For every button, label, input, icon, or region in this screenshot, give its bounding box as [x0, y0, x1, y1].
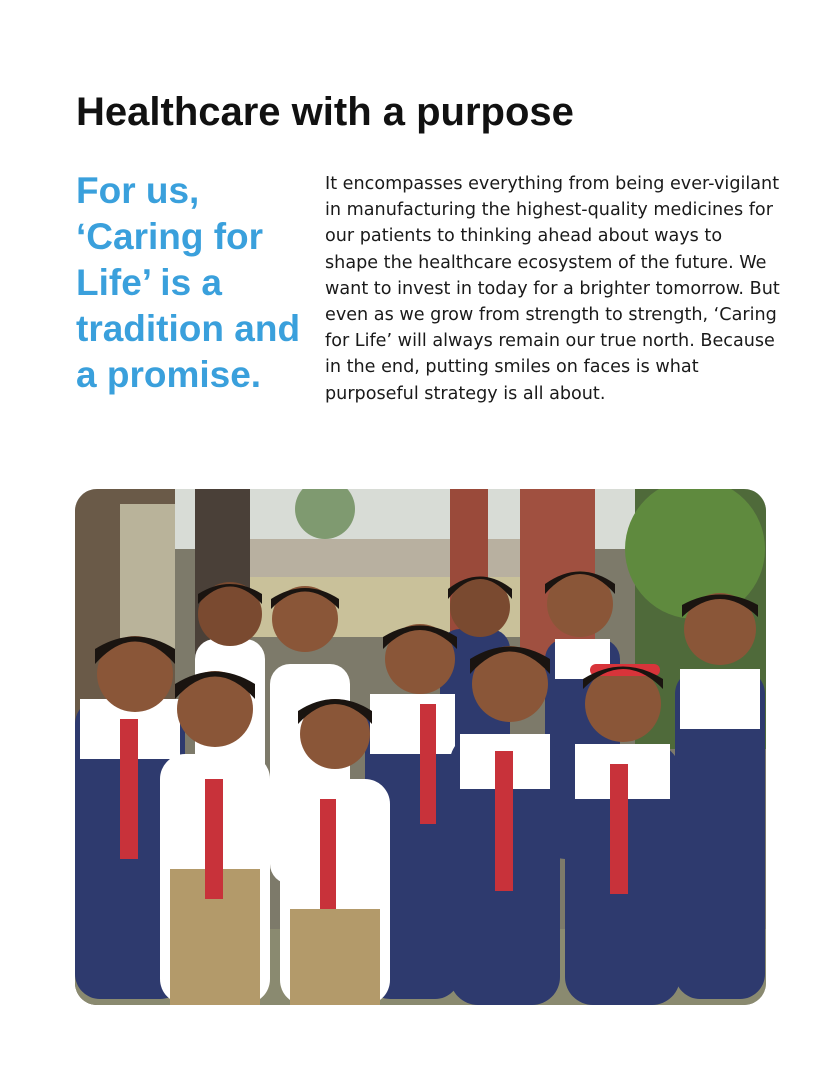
page-title: Healthcare with a purpose [76, 90, 574, 134]
photo-illustration [75, 489, 766, 1005]
tagline-quote: For us, ‘Caring for Life’ is a tradition and a promise. [76, 170, 301, 395]
children-group-photo [75, 489, 766, 1005]
body-paragraph: It encompasses everything from being ever-vigilant in manufacturing the highest-quality medicines for our patients to thinking ahead about ways to shape the healthcare ecosystem of the future. We want to invest in today for a brighter tomorrow. But even as we grow from strength to strength, ‘Caring for Life’ will always remain our true north. Because in the end, putting smiles on faces is what purposeful strategy is all about. [325, 174, 780, 404]
